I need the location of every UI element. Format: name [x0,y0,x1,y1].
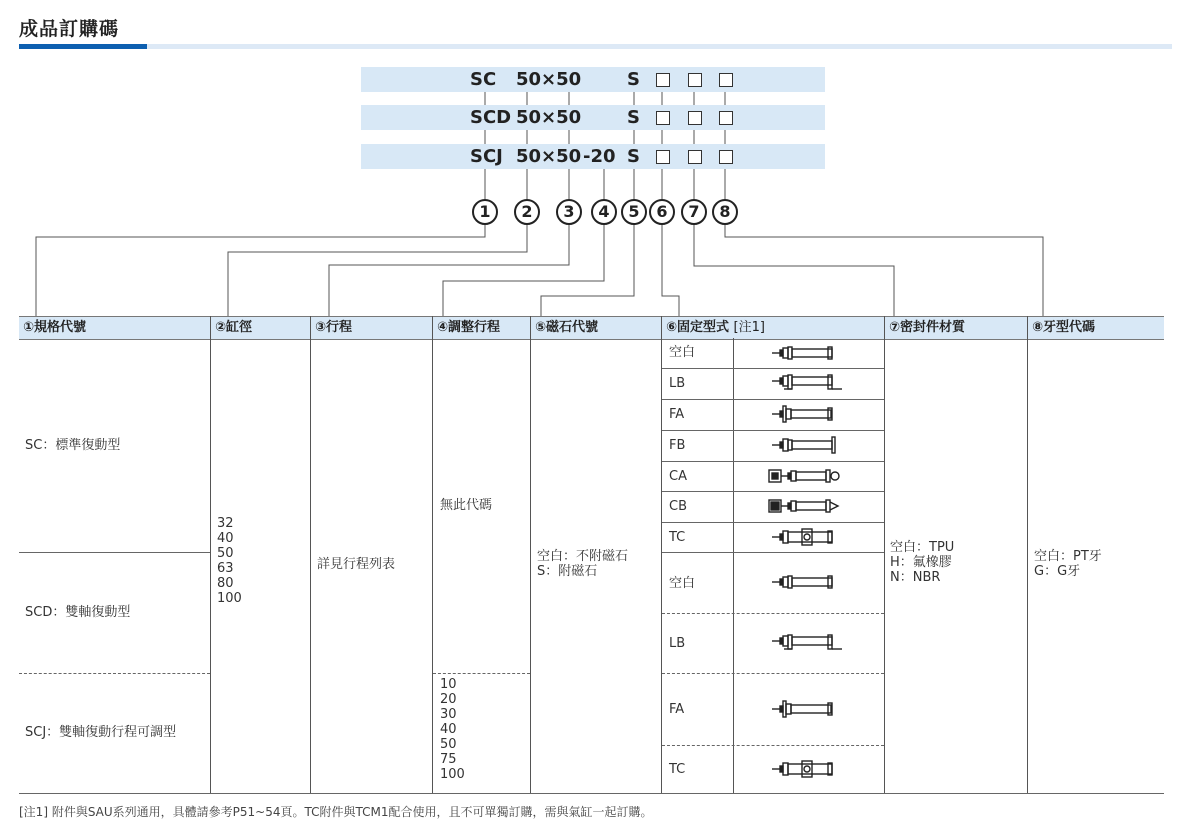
circle-number-5: 5 [621,199,647,225]
mount-row-divider-dashed [662,613,884,614]
circle-number-7: 7 [681,199,707,225]
mount-row-divider [662,522,884,523]
code-prefix: SCD [470,107,512,128]
mount-type-label: TC [669,530,686,545]
mount-type-label: FA [669,407,685,422]
seal-text: 空白：TPU H：氟橡膠 N：NBR [890,540,955,585]
code-size: 50×50 [516,146,582,167]
column-divider [210,316,211,793]
column-divider [432,316,433,793]
header-mount: ⑥固定型式 [注1] [666,320,765,335]
cylinder-ca-clevis-icon [768,467,848,485]
mount-type-label: 空白 [669,576,696,591]
circle-number-4: 4 [591,199,617,225]
code-size: 50×50 [516,69,582,90]
mount-row-divider [662,399,884,400]
mount-row-divider [662,368,884,369]
thread-text: 空白：PT牙 G：G牙 [1034,549,1102,579]
magnet-text: 空白：不附磁石 S：附磁石 [537,549,629,579]
code-prefix: SCJ [470,146,503,167]
column-divider [884,316,885,793]
mount-row-divider [662,461,884,462]
header-thread: ⑧牙型代碼 [1032,320,1096,335]
circle-number-1: 1 [472,199,498,225]
circle-number-8: 8 [712,199,738,225]
code-magnet: S [627,146,640,167]
mount-type-label: CA [669,469,687,484]
column-divider [1027,316,1028,793]
column-divider [661,316,662,793]
header-stroke: ③行程 [315,320,353,335]
column-divider [733,338,734,793]
spec-code-sc: SC：標準復動型 [25,438,121,453]
column-divider [530,316,531,793]
header-magnet: ⑤磁石代號 [535,320,599,335]
header-spec: ①規格代號 [23,320,87,335]
adjust-text: 無此代碼 [440,498,493,513]
code-adjust: -20 [583,146,616,167]
mount-type-label: FA [669,702,685,717]
header-adjust: ④調整行程 [437,320,501,335]
mount-row-divider-dashed [662,745,884,746]
code-magnet: S [627,69,640,90]
mount-type-label: LB [669,636,686,651]
mount-type-label: FB [669,438,686,453]
adjust-values: 10 20 30 40 50 75 100 [440,677,465,782]
mount-type-label: 空白 [669,345,696,360]
row-divider-dashed [19,673,210,674]
header-bore: ②缸徑 [215,320,253,335]
circle-number-6: 6 [649,199,675,225]
footnote: [注1] 附件與SAU系列通用，具體請參考P51~54頁。TC附件與TCM1配合使用，且不可單獨訂購，需與氣缸一起訂購。 [19,805,653,819]
cylinder-fb-flange-icon [770,436,840,454]
cylinder-cb-clevis-icon [768,497,848,515]
mount-type-label: TC [669,762,686,777]
circle-number-2: 2 [514,199,540,225]
table-bottom-rule [19,793,1164,794]
mount-type-label: LB [669,376,686,391]
bore-list: 32 40 50 63 80 100 [217,516,242,606]
spec-code-scd: SCD：雙軸復動型 [25,605,131,620]
cylinder-tc-trunnion-icon [770,528,840,546]
mount-row-divider [662,491,884,492]
row-divider-dashed [433,673,530,674]
cylinder-basic-icon [770,574,840,590]
cylinder-lb-foot-icon [770,633,850,653]
spec-code-scj: SCJ：雙軸復動行程可調型 [25,725,177,740]
page-title: 成品訂購碼 [19,18,120,40]
cylinder-basic-icon [770,345,840,361]
code-size: 50×50 [516,107,582,128]
connector-lines [0,0,1181,330]
mount-row-divider-dashed [662,673,884,674]
code-magnet: S [627,107,640,128]
cylinder-fa-flange-icon [770,405,840,423]
cylinder-tc-trunnion-icon [770,760,840,778]
mount-row-divider [662,430,884,431]
column-divider [310,316,311,793]
cylinder-lb-foot-icon [770,373,850,393]
row-divider [19,552,210,553]
header-seal: ⑦密封件材質 [889,320,966,335]
stroke-text: 詳見行程列表 [317,557,396,572]
circle-number-3: 3 [556,199,582,225]
mount-type-label: CB [669,499,687,514]
cylinder-fa-flange-icon [770,700,840,718]
mount-row-divider [662,552,884,553]
code-prefix: SC [470,69,497,90]
